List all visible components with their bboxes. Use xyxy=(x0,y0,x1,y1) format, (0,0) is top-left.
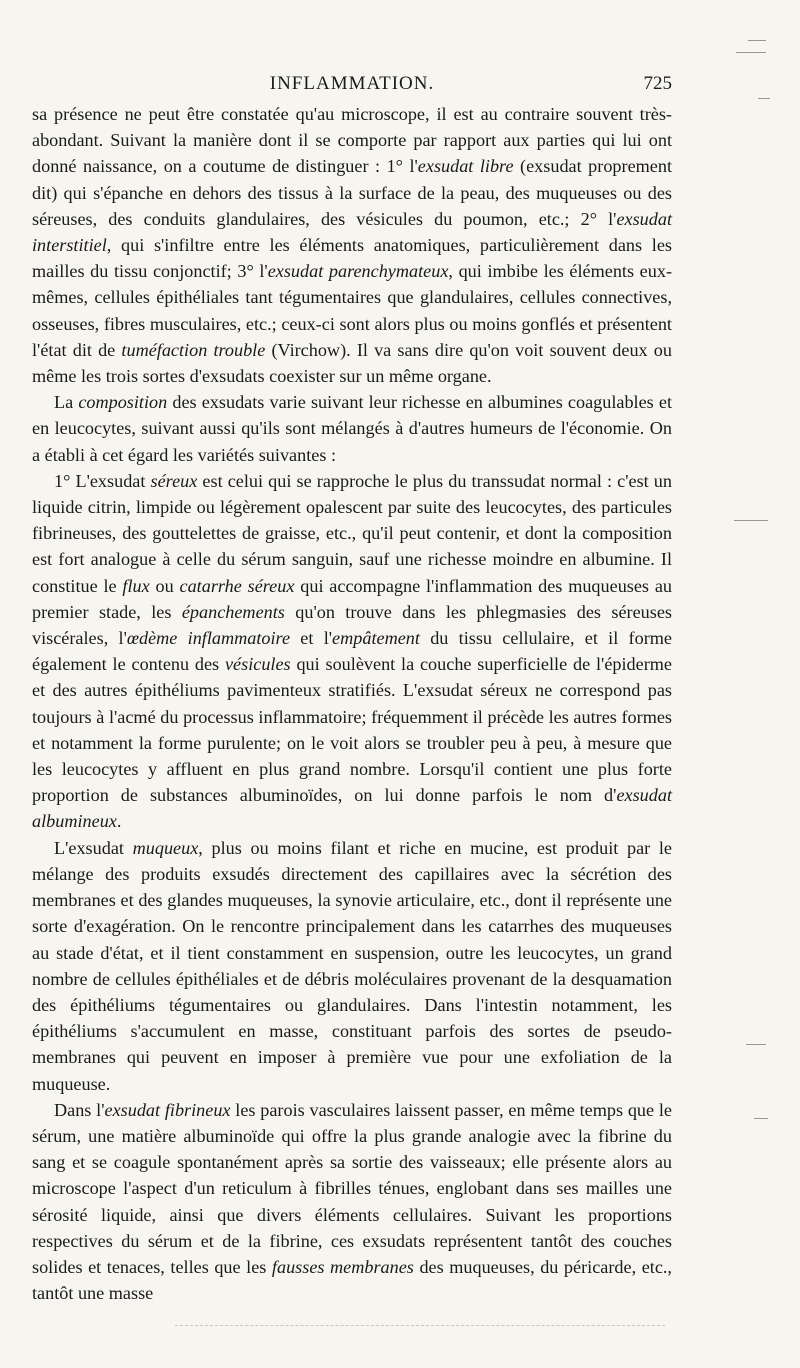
margin-scan-marks xyxy=(700,0,800,1368)
bottom-scan-noise xyxy=(175,1325,665,1328)
paragraph: 1° L'exsudat séreux est celui qui se rapproche le plus du transsudat normal : c'est un liquide citrin, limpide ou légèrement opalescent par suite des leucocytes, des particules fibrineuses, des gouttelettes de graisse, etc., qu'il peut contenir, et dont la composition est fort analogue à celle du sérum sanguin, sauf une richesse moindre en albumine. Il constitue le flux ou catarrhe séreux qui accompagne l'inflammation des muqueuses au premier stade, les épanchements qu'on trouve dans les phlegmasies des séreuses viscérales, l'œdème inflammatoire et l'empâtement du tissu cellulaire, et il forme également le contenu des vésicules qui soulèvent la couche superficielle de l'épiderme et des autres épithéliums pavimenteux stratifiés. L'exsudat séreux ne correspond pas toujours à l'acmé du processus inflammatoire; fréquemment il précède les autres formes et notamment la forme purulente; on le voit alors se troubler peu à peu, à mesure que les leucocytes y affluent en plus grand nombre. Lorsqu'il contient une plus forte proportion de substances albuminoïdes, on lui donne parfois le nom d'exsudat albumineux. xyxy=(32,470,672,832)
running-title: INFLAMMATION. xyxy=(269,73,435,94)
body-text xyxy=(32,101,672,1306)
paragraph: Dans l'exsudat fibrineux les parois vasculaires laissent passer, en même temps que le sérum, une matière albuminoïde qui offre la plus grande analogie avec la fibrine du sang et se coagule spontanément après sa sortie des vaisseaux; elle présente alors au microscope l'aspect d'un reticulum à fibrilles ténues, englobant dans ses mailles une sérosité liquide, ainsi que divers éléments cellulaires. Suivant les proportions respectives du sérum et de la fibrine, ces exsudats représentent tantôt des couches solides et tenaces, telles que les fausses membranes des muqueuses, du péricarde, etc., tantôt une masse xyxy=(32,1099,672,1304)
paragraph: sa présence ne peut être constatée qu'au microscope, il est au contraire souvent très-abondant. Suivant la manière dont il se comporte par rapport aux parties qui lui ont donné naissance, on a coutume de distinguer : 1° l'exsudat libre (exsudat proprement dit) qui s'épanche en dehors des tissus à la surface de la peau, des muqueuses ou des séreuses, des conduits glandulaires, des vésicules du poumon, etc.; 2° l'exsudat interstitiel, qui s'infiltre entre les éléments anatomiques, particulièrement dans les mailles du tissu conjonctif; 3° l'exsudat parenchymateux, qui imbibe les éléments eux-mêmes, cellules épithéliales tant tégumentaires que glandulaires, cellules connectives, osseuses, fibres musculaires, etc.; ceux-ci sont alors plus ou moins gonflés et présentent l'état dit de tuméfaction trouble (Virchow). Il va sans dire qu'on voit souvent deux ou même les trois sortes d'exsudats coexister sur un même organe. xyxy=(32,104,673,387)
paragraph: L'exsudat muqueux, plus ou moins filant et riche en mucine, est produit par le mélange des produits exsudés directement des capillaires avec la sécrétion des membranes et des glandes muqueuses, la synovie articulaire, etc., dont il représente une sorte d'exagération. On le rencontre principalement dans les catarrhes des muqueuses au stade d'état, et il tient constamment en suspension, outre les leucocytes, un grand nombre de cellules épithéliales et de débris moléculaires provenant de la desquamation des épithéliums tégumentaires ou glandulaires. Dans l'intestin notamment, les épithéliums s'accumulent en masse, constituant parfois des sortes de pseudo-membranes qui peuvent en imposer à première vue pour une exfoliation de la muqueuse. xyxy=(32,837,672,1094)
running-head xyxy=(32,70,672,98)
paragraph: La composition des exsudats varie suivant leur richesse en albumines coagulables et en leucocytes, suivant aussi qu'ils sont mélangés à d'autres humeurs de l'économie. On a établi à cet égard les variétés suivantes : xyxy=(32,392,672,465)
page-number: 725 xyxy=(643,73,672,94)
